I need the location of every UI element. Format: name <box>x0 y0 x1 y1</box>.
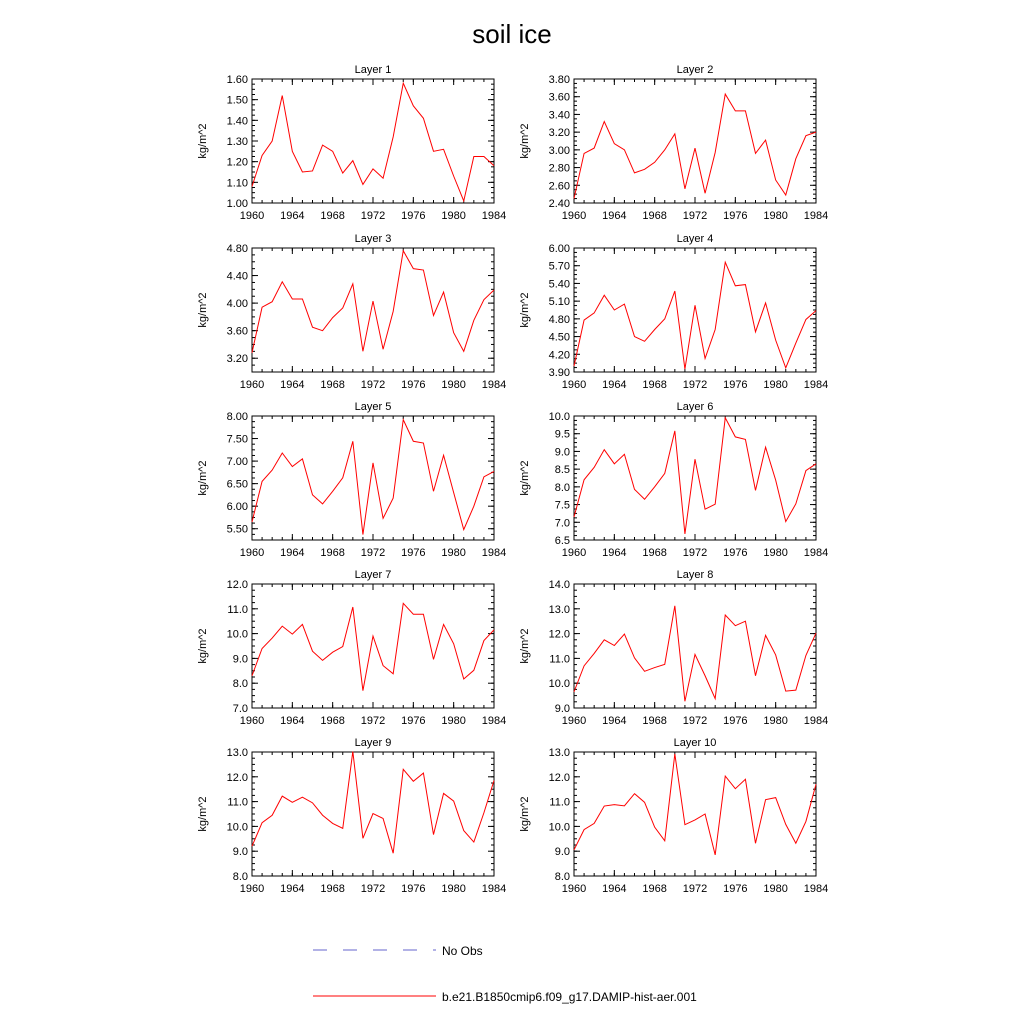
x-tick-label: 1964 <box>280 715 305 727</box>
y-tick-label: 1.10 <box>226 177 248 190</box>
y-axis-label: kg/m^2 <box>197 796 209 832</box>
y-tick-label: 6.5 <box>554 535 570 547</box>
plot-frame <box>574 416 816 540</box>
y-axis-label: kg/m^2 <box>519 628 531 664</box>
y-tick-label: 3.40 <box>548 109 570 122</box>
x-tick-label: 1960 <box>239 547 265 559</box>
y-tick-label: 3.90 <box>548 367 570 379</box>
x-tick-label: 1984 <box>803 547 829 559</box>
x-tick-label: 1984 <box>803 379 829 391</box>
y-tick-label: 8.0 <box>554 871 570 883</box>
x-tick-label: 1968 <box>642 883 667 895</box>
x-tick-label: 1984 <box>803 715 829 727</box>
y-tick-label: 3.20 <box>548 127 570 140</box>
x-tick-label: 1972 <box>360 210 386 222</box>
x-tick-label: 1976 <box>723 715 748 727</box>
x-tick-label: 1968 <box>320 379 345 391</box>
y-tick-label: 9.5 <box>554 428 570 441</box>
x-tick-label: 1972 <box>360 379 386 391</box>
x-tick-label: 1972 <box>360 547 386 559</box>
x-tick-label: 1960 <box>561 210 587 222</box>
y-tick-label: 10.0 <box>548 821 570 834</box>
panel-title: Layer 5 <box>354 401 392 413</box>
x-tick-label: 1976 <box>401 379 426 391</box>
chart-panel-7 <box>197 569 506 727</box>
y-tick-label: 1.30 <box>226 136 248 148</box>
panel-title: Layer 2 <box>676 64 714 76</box>
panel-title: Layer 6 <box>676 401 714 413</box>
y-axis-label: kg/m^2 <box>197 628 209 664</box>
chart-panel-1 <box>197 64 506 222</box>
y-axis-label: kg/m^2 <box>197 292 209 328</box>
x-tick-label: 1968 <box>320 547 345 559</box>
y-tick-label: 1.40 <box>226 115 248 128</box>
x-tick-label: 1960 <box>561 379 587 391</box>
chart-panel-8 <box>519 569 828 727</box>
y-tick-label: 4.80 <box>548 313 570 326</box>
x-tick-label: 1976 <box>401 883 426 895</box>
x-tick-label: 1960 <box>239 210 265 222</box>
x-tick-label: 1964 <box>602 379 627 391</box>
chart-panel-9 <box>197 737 506 895</box>
x-tick-label: 1964 <box>280 883 305 895</box>
x-tick-label: 1976 <box>401 715 426 727</box>
y-tick-label: 10.0 <box>226 628 248 641</box>
chart-panel-5 <box>197 401 506 559</box>
y-tick-label: 3.00 <box>548 144 570 157</box>
panel-title: Layer 1 <box>354 64 392 76</box>
x-tick-label: 1980 <box>441 210 466 222</box>
figure-title: soil ice <box>472 19 552 49</box>
y-tick-label: 12.0 <box>226 579 248 591</box>
chart-panel-6 <box>519 401 828 559</box>
panel-title: Layer 3 <box>354 233 392 245</box>
y-tick-label: 7.50 <box>226 433 248 446</box>
y-tick-label: 7.0 <box>554 517 570 530</box>
series-line-1 <box>574 94 816 199</box>
x-tick-label: 1976 <box>723 210 748 222</box>
x-tick-label: 1960 <box>239 379 265 391</box>
x-tick-label: 1980 <box>441 547 466 559</box>
y-tick-label: 3.80 <box>548 74 570 86</box>
x-tick-label: 1976 <box>401 547 426 559</box>
y-tick-label: 12.0 <box>548 771 570 784</box>
x-tick-label: 1984 <box>481 547 507 559</box>
y-tick-label: 8.0 <box>232 678 248 691</box>
chart-panel-4 <box>519 233 828 391</box>
y-tick-label: 8.00 <box>226 411 248 423</box>
y-tick-label: 2.40 <box>548 198 570 210</box>
panel-title: Layer 4 <box>676 233 714 245</box>
x-tick-label: 1964 <box>602 715 627 727</box>
plot-frame <box>252 248 494 372</box>
y-tick-label: 4.80 <box>226 243 248 255</box>
y-tick-label: 8.5 <box>554 464 570 477</box>
x-tick-label: 1972 <box>682 210 708 222</box>
chart-panel-3 <box>197 233 506 391</box>
y-axis-label: kg/m^2 <box>197 123 209 159</box>
series-line-1 <box>252 752 494 854</box>
x-tick-label: 1980 <box>763 883 788 895</box>
series-line-1 <box>574 754 816 855</box>
y-tick-label: 9.0 <box>554 703 570 715</box>
x-tick-label: 1960 <box>239 715 265 727</box>
y-tick-label: 5.10 <box>548 296 570 309</box>
x-tick-label: 1976 <box>401 210 426 222</box>
x-tick-label: 1972 <box>682 715 708 727</box>
y-tick-label: 3.60 <box>548 91 570 104</box>
panel-title: Layer 10 <box>673 737 717 749</box>
y-tick-label: 14.0 <box>548 579 570 591</box>
x-tick-label: 1968 <box>320 883 345 895</box>
y-axis-label: kg/m^2 <box>519 123 531 159</box>
series-line-1 <box>574 262 816 369</box>
chart-panel-2 <box>519 64 828 222</box>
x-tick-label: 1984 <box>803 883 829 895</box>
plot-frame <box>574 248 816 372</box>
y-tick-label: 6.00 <box>548 243 570 255</box>
plot-frame <box>574 79 816 203</box>
x-tick-label: 1980 <box>441 715 466 727</box>
y-tick-label: 10.0 <box>548 411 570 423</box>
x-tick-label: 1984 <box>481 210 507 222</box>
y-tick-label: 6.00 <box>226 501 248 514</box>
legend-model-label: b.e21.B1850cmip6.f09_g17.DAMIP-hist-aer.001 <box>442 990 697 1004</box>
x-tick-label: 1980 <box>763 547 788 559</box>
y-tick-label: 4.20 <box>548 349 570 362</box>
x-tick-label: 1964 <box>280 379 305 391</box>
y-tick-label: 7.00 <box>226 456 248 469</box>
series-line-1 <box>574 606 816 701</box>
x-tick-label: 1972 <box>360 715 386 727</box>
y-tick-label: 11.0 <box>227 603 248 616</box>
y-axis-label: kg/m^2 <box>519 292 531 328</box>
plot-frame <box>574 584 816 708</box>
y-tick-label: 11.0 <box>549 796 570 809</box>
x-tick-label: 1980 <box>441 883 466 895</box>
y-tick-label: 8.0 <box>554 481 570 494</box>
y-tick-label: 5.70 <box>548 260 570 273</box>
plot-frame <box>252 584 494 708</box>
y-tick-label: 1.60 <box>226 74 248 86</box>
x-tick-label: 1984 <box>481 715 507 727</box>
y-tick-label: 1.50 <box>226 94 248 107</box>
y-tick-label: 7.5 <box>554 499 570 512</box>
y-axis-label: kg/m^2 <box>197 460 209 496</box>
x-tick-label: 1960 <box>561 715 587 727</box>
plot-frame <box>574 752 816 876</box>
x-tick-label: 1960 <box>561 547 587 559</box>
y-tick-label: 9.0 <box>554 846 570 859</box>
y-tick-label: 9.0 <box>232 653 248 666</box>
x-tick-label: 1980 <box>763 379 788 391</box>
x-tick-label: 1964 <box>602 210 627 222</box>
panel-title: Layer 9 <box>354 737 392 749</box>
y-tick-label: 1.20 <box>226 156 248 169</box>
y-tick-label: 2.60 <box>548 180 570 193</box>
x-tick-label: 1968 <box>642 547 667 559</box>
y-tick-label: 2.80 <box>548 162 570 175</box>
y-tick-label: 13.0 <box>548 603 570 616</box>
x-tick-label: 1964 <box>280 210 305 222</box>
y-tick-label: 5.50 <box>226 523 248 536</box>
x-tick-label: 1964 <box>280 547 305 559</box>
y-tick-label: 4.50 <box>548 331 570 344</box>
x-tick-label: 1968 <box>320 210 345 222</box>
x-tick-label: 1968 <box>320 715 345 727</box>
y-tick-label: 3.20 <box>226 353 248 366</box>
y-tick-label: 4.00 <box>226 298 248 311</box>
x-tick-label: 1972 <box>360 883 386 895</box>
y-tick-label: 5.40 <box>548 278 570 291</box>
plot-frame <box>252 79 494 203</box>
x-tick-label: 1980 <box>763 715 788 727</box>
x-tick-label: 1976 <box>723 883 748 895</box>
x-tick-label: 1984 <box>803 210 829 222</box>
plot-frame <box>252 416 494 540</box>
x-tick-label: 1968 <box>642 715 667 727</box>
x-tick-label: 1964 <box>602 883 627 895</box>
x-tick-label: 1980 <box>763 210 788 222</box>
series-line-1 <box>252 251 494 353</box>
y-tick-label: 9.0 <box>232 846 248 859</box>
x-tick-label: 1960 <box>561 883 587 895</box>
y-tick-label: 10.0 <box>548 678 570 691</box>
series-line-1 <box>252 420 494 535</box>
y-tick-label: 12.0 <box>548 628 570 641</box>
x-tick-label: 1972 <box>682 883 708 895</box>
y-tick-label: 1.00 <box>226 198 248 210</box>
panel-grid <box>197 64 828 895</box>
x-tick-label: 1964 <box>602 547 627 559</box>
legend <box>313 944 697 1004</box>
x-tick-label: 1984 <box>481 379 507 391</box>
panel-title: Layer 8 <box>676 569 714 581</box>
x-tick-label: 1984 <box>481 883 507 895</box>
legend-obs-label: No Obs <box>442 944 483 958</box>
y-tick-label: 10.0 <box>226 821 248 834</box>
x-tick-label: 1980 <box>441 379 466 391</box>
x-tick-label: 1972 <box>682 379 708 391</box>
x-tick-label: 1976 <box>723 547 748 559</box>
y-tick-label: 12.0 <box>226 771 248 784</box>
y-tick-label: 9.0 <box>554 446 570 459</box>
x-tick-label: 1968 <box>642 210 667 222</box>
y-tick-label: 13.0 <box>548 747 570 759</box>
x-tick-label: 1972 <box>682 547 708 559</box>
y-tick-label: 11.0 <box>227 796 248 809</box>
series-line-1 <box>574 418 816 534</box>
y-axis-label: kg/m^2 <box>519 796 531 832</box>
series-line-1 <box>252 603 494 690</box>
series-line-1 <box>252 83 494 201</box>
x-tick-label: 1976 <box>723 379 748 391</box>
y-tick-label: 11.0 <box>549 653 570 666</box>
x-tick-label: 1960 <box>239 883 265 895</box>
y-tick-label: 4.40 <box>226 270 248 283</box>
y-tick-label: 6.50 <box>226 478 248 491</box>
y-axis-label: kg/m^2 <box>519 460 531 496</box>
y-tick-label: 3.60 <box>226 325 248 338</box>
chart-panel-10 <box>519 737 828 895</box>
y-tick-label: 7.0 <box>232 703 248 715</box>
panel-title: Layer 7 <box>354 569 392 581</box>
x-tick-label: 1968 <box>642 379 667 391</box>
y-tick-label: 13.0 <box>226 747 248 759</box>
y-tick-label: 8.0 <box>232 871 248 883</box>
